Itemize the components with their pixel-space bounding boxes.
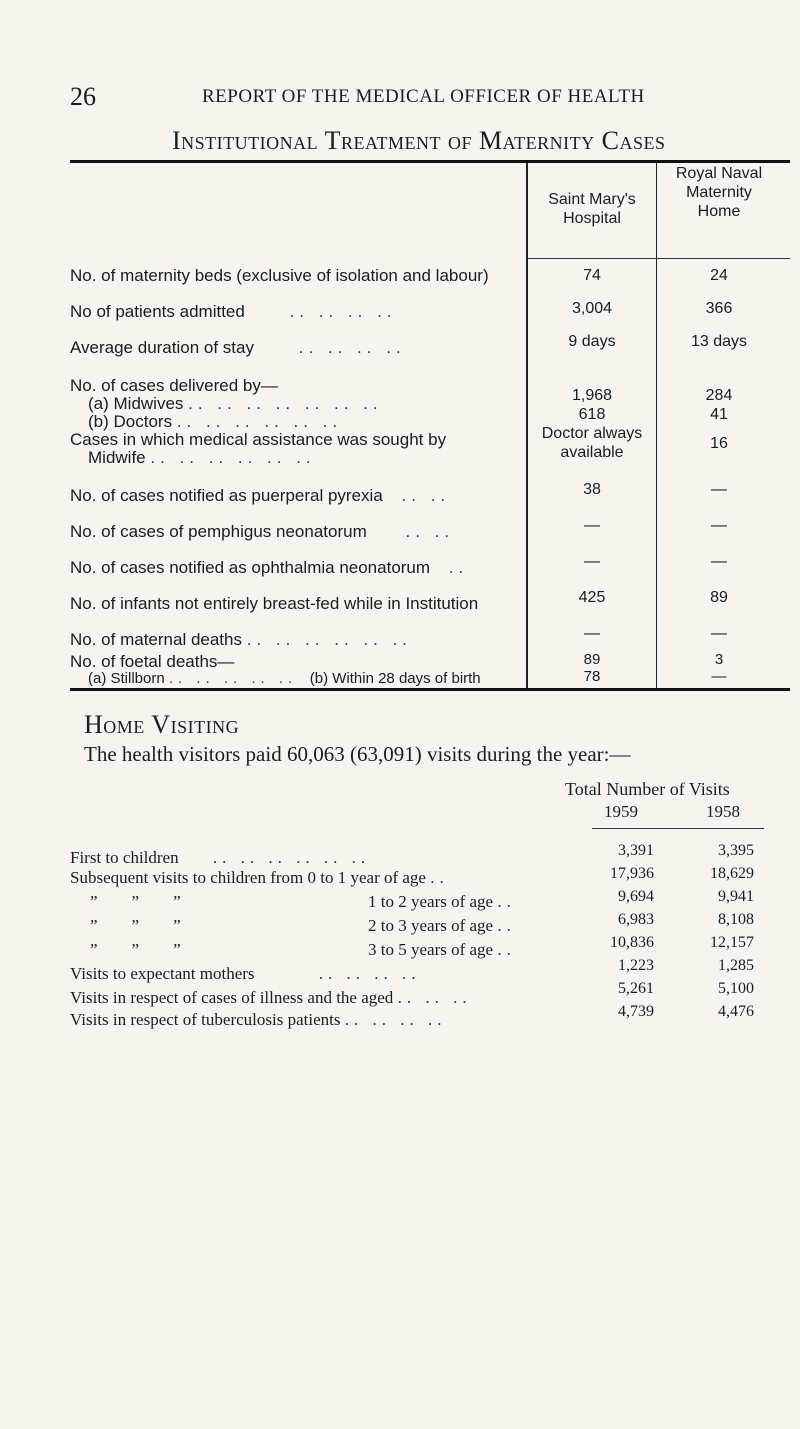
visit-row-label: Subsequent visits to children from 0 to 1 year of age .. [70, 868, 449, 887]
visit-row-1958: 18,629 [710, 865, 754, 882]
cell-ophthalmia-saint-marys: — [584, 553, 600, 570]
visit-row-1959: 5,261 [618, 980, 654, 997]
cell-doctors-saint-marys: 618 [578, 406, 606, 423]
cell-assistance-royal-naval: 16 [710, 435, 728, 452]
cell-midwives-royal-naval: 284 [705, 387, 733, 404]
visit-row-label: Visits to expectant mothers .. .. .. .. [70, 964, 421, 983]
visit-row-label: 3 to 5 years of age .. [368, 940, 516, 959]
row-label-foetal-heading: No. of foetal deaths— [70, 652, 235, 671]
visit-row-1959: 10,836 [610, 934, 654, 951]
row-label-doctors: (b) Doctors .. .. .. .. .. .. [88, 412, 343, 431]
row-label-stay: Average duration of stay .. .. .. .. [70, 338, 406, 357]
year-1959-header: 1959 [604, 802, 638, 821]
cell-stillborn-saint-marys: 89 [583, 651, 601, 668]
cell-beds-saint-marys: 74 [583, 267, 601, 284]
visit-row-label: Visits in respect of tuberculosis patients .. .. .. .. [70, 1010, 447, 1029]
cell-stay-royal-naval: 13 days [690, 333, 748, 350]
cell-pemphigus-saint-marys: — [584, 517, 600, 534]
column-divider-2 [656, 163, 657, 688]
cell-midwives-saint-marys: 1,968 [571, 387, 613, 404]
cell-stay-saint-marys: 9 days [568, 333, 616, 350]
cell-pyrexia-royal-naval: — [711, 481, 727, 498]
ditto-marks: ” ” ” [90, 940, 181, 959]
table-top-rule [70, 160, 790, 163]
cell-maternal-saint-marys: — [584, 625, 600, 642]
running-head: REPORT OF THE MEDICAL OFFICER OF HEALTH [202, 86, 645, 107]
cell-ophthalmia-royal-naval: — [711, 553, 727, 570]
row-label-pemphigus: No. of cases of pemphigus neonatorum .. .. [70, 522, 455, 541]
col-header-saint-marys: Saint Mary's Hospital [548, 191, 636, 227]
visit-row-1959: 1,223 [618, 957, 654, 974]
cell-stillborn-royal-naval: 3 [714, 651, 724, 668]
row-label-maternal: No. of maternal deaths .. .. .. .. .. .. [70, 630, 413, 649]
cell-pyrexia-saint-marys: 38 [583, 481, 601, 498]
visit-row-1958: 8,108 [718, 911, 754, 928]
row-label-beds: No. of maternity beds (exclusive of isolation and labour) [70, 266, 489, 285]
row-label-stillborn: (a) Stillborn .. .. .. .. .. (b) Within 28 days of birth [88, 670, 481, 687]
home-visiting-title: Home Visiting [84, 710, 240, 739]
row-label-breastfed: No. of infants not entirely breast-fed while in Institution [70, 594, 479, 613]
row-label-pyrexia: No. of cases notified as puerperal pyrexia .. .. [70, 486, 451, 505]
visit-row-label: Visits in respect of cases of illness and the aged .. .. .. [70, 988, 472, 1007]
visit-row-label: First to children .. .. .. .. .. .. [70, 848, 371, 867]
home-visiting-intro: The health visitors paid 60,063 (63,091) visits during the year:— [84, 742, 631, 766]
visit-row-1958: 12,157 [710, 934, 754, 951]
row-label-ophthalmia: No. of cases notified as ophthalmia neonatorum .. [70, 558, 469, 577]
cell-assistance-saint-marys: Doctor always available [541, 425, 643, 461]
visit-row-label: 1 to 2 years of age .. [368, 892, 516, 911]
visit-row-1959: 9,694 [618, 888, 654, 905]
header-underline [528, 258, 790, 259]
visit-row-1958: 5,100 [718, 980, 754, 997]
visit-row-1958: 4,476 [718, 1003, 754, 1020]
visit-row-1959: 6,983 [618, 911, 654, 928]
total-visits-header: Total Number of Visits [565, 779, 730, 799]
cell-beds-royal-naval: 24 [710, 267, 728, 284]
cell-maternal-royal-naval: — [711, 625, 727, 642]
visit-row-1959: 3,391 [618, 842, 654, 859]
row-label-assistance: Cases in which medical assistance was sought by [70, 430, 447, 449]
cell-doctors-royal-naval: 41 [710, 406, 728, 423]
maternity-section-title: Institutional Treatment of Maternity Cases [172, 126, 666, 155]
year-1958-header: 1958 [706, 802, 740, 821]
cell-breastfed-saint-marys: 425 [578, 589, 606, 606]
col-header-royal-naval: Royal Naval Maternity Home [675, 165, 763, 220]
page-number: 26 [70, 82, 96, 111]
cell-within28-royal-naval: — [711, 668, 727, 685]
cell-admitted-saint-marys: 3,004 [571, 300, 613, 317]
visit-row-1958: 1,285 [718, 957, 754, 974]
cell-admitted-royal-naval: 366 [705, 300, 733, 317]
visit-row-label: 2 to 3 years of age .. [368, 916, 516, 935]
visit-row-1958: 9,941 [718, 888, 754, 905]
ditto-marks: ” ” ” [90, 892, 181, 911]
cell-within28-saint-marys: 78 [583, 668, 601, 685]
visit-row-1959: 4,739 [618, 1003, 654, 1020]
row-label-assistance-midwife: Midwife .. .. .. .. .. .. [88, 448, 316, 467]
row-label-admitted: No of patients admitted .. .. .. .. [70, 302, 397, 321]
visit-row-1959: 17,936 [610, 865, 654, 882]
row-label-delivered-heading: No. of cases delivered by— [70, 376, 278, 395]
cell-pemphigus-royal-naval: — [711, 517, 727, 534]
visit-row-1958: 3,395 [718, 842, 754, 859]
ditto-marks: ” ” ” [90, 916, 181, 935]
row-label-midwives: (a) Midwives .. .. .. .. .. .. .. [88, 394, 383, 413]
cell-breastfed-royal-naval: 89 [710, 589, 728, 606]
visits-header-rule [592, 828, 764, 829]
